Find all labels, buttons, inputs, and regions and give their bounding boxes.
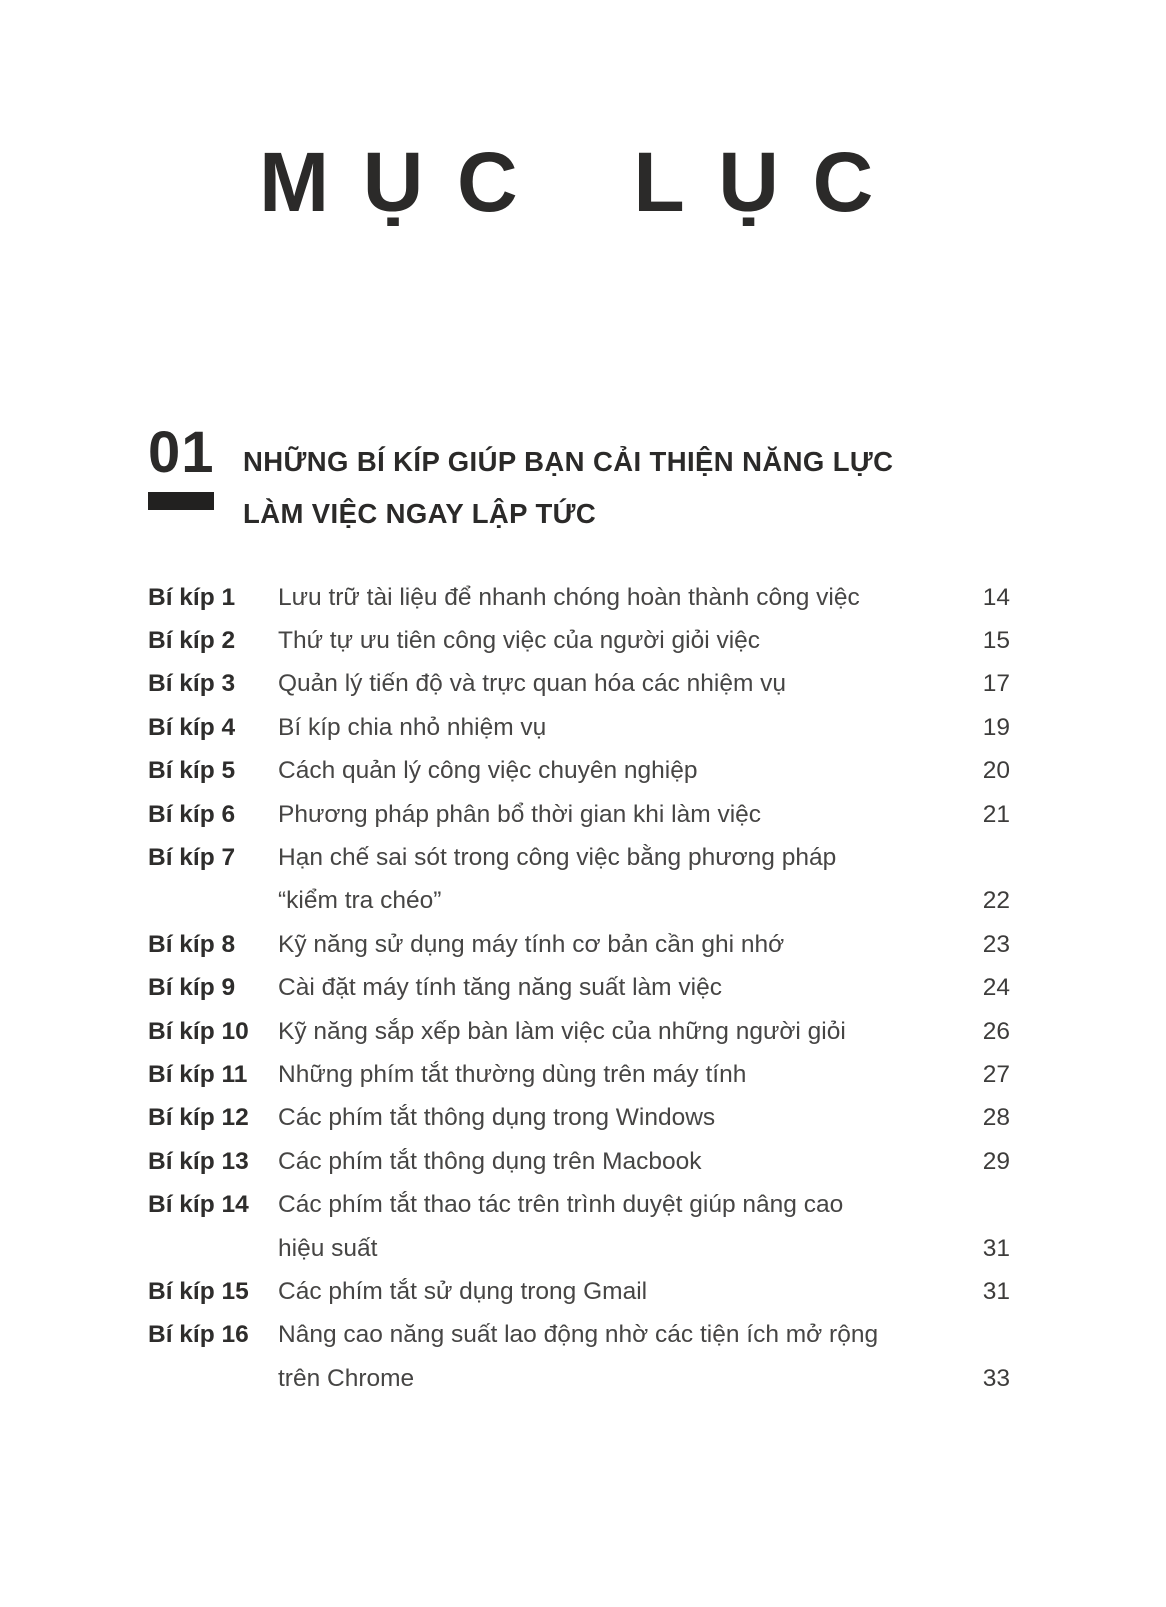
toc-entry-label: Bí kíp 12	[148, 1104, 249, 1132]
section-header	[148, 420, 1010, 540]
toc-entry-title: Các phím tắt sử dụng trong Gmail	[278, 1277, 648, 1305]
toc-entry-label: Bí kíp 4	[148, 713, 236, 741]
toc-entry-page-number: 27	[982, 1060, 1010, 1088]
section-title-line-2: LÀM VIỆC NGAY LẬP TỨC	[243, 498, 597, 529]
toc-entry-label: Bí kíp 1	[148, 583, 236, 611]
toc-entry	[148, 706, 1010, 749]
toc-entry-label: Bí kíp 11	[148, 1060, 248, 1088]
toc-entry	[148, 619, 1010, 662]
toc-entry	[148, 1183, 1010, 1226]
toc-entry	[148, 1314, 1010, 1357]
toc-entry-title: Kỹ năng sử dụng máy tính cơ bản cần ghi nhớ	[278, 930, 785, 958]
toc-entry	[148, 576, 1010, 619]
toc-entry-title: Quản lý tiến độ và trực quan hóa các nhiệm vụ	[278, 670, 787, 698]
toc-entry-label: Bí kíp 8	[148, 930, 236, 958]
toc-entry-title: Những phím tắt thường dùng trên máy tính	[278, 1060, 747, 1088]
toc-entry	[148, 1270, 1010, 1313]
toc-entry-title: hiệu suất	[278, 1234, 378, 1262]
toc-entry-page-number: 21	[982, 800, 1010, 828]
toc-entry-title: Cách quản lý công việc chuyên nghiệp	[278, 757, 698, 785]
toc-entry-label: Bí kíp 13	[148, 1147, 249, 1175]
toc-entry	[148, 750, 1010, 793]
toc-entry-title: Phương pháp phân bổ thời gian khi làm việc	[278, 800, 762, 828]
toc-entry	[148, 967, 1010, 1010]
toc-entry-page-number: 24	[982, 974, 1010, 1002]
section-number: 01	[148, 420, 215, 485]
toc-entry-label: Bí kíp 9	[148, 974, 236, 1002]
toc-entry	[148, 793, 1010, 836]
toc-entry	[148, 1357, 1010, 1400]
section-title	[243, 424, 893, 540]
toc-entry	[148, 923, 1010, 966]
toc-entry-title: trên Chrome	[278, 1364, 415, 1392]
page-title: MỤC LỤC	[259, 135, 907, 229]
toc-entry-title: Thứ tự ưu tiên công việc của người giỏi việc	[278, 627, 761, 655]
section-underline-bar	[148, 492, 214, 510]
section-number-block	[148, 420, 243, 510]
section-title-line-1: NHỮNG BÍ KÍP GIÚP BẠN CẢI THIỆN NĂNG LỰC	[243, 446, 894, 477]
toc-entry-page-number: 31	[982, 1277, 1010, 1305]
toc-entry-page-number: 14	[982, 583, 1010, 611]
toc-entry-page-number: 31	[982, 1234, 1010, 1262]
toc-entry	[148, 1140, 1010, 1183]
toc-entry-page-number: 15	[982, 627, 1010, 655]
toc-entry-title: “kiểm tra chéo”	[278, 887, 442, 915]
toc-entry-page-number: 28	[982, 1104, 1010, 1132]
toc-entry-title: Hạn chế sai sót trong công việc bằng phương pháp	[278, 844, 837, 872]
toc-entry-label: Bí kíp 15	[148, 1277, 249, 1305]
toc-entry-title: Các phím tắt thông dụng trong Windows	[278, 1104, 716, 1132]
toc-entry-label: Bí kíp 16	[148, 1321, 249, 1349]
toc-entry	[148, 1097, 1010, 1140]
toc-entry-title: Cài đặt máy tính tăng năng suất làm việc	[278, 974, 722, 1002]
toc-entry-title: Các phím tắt thao tác trên trình duyệt giúp nâng cao	[278, 1191, 844, 1219]
toc-entry-label: Bí kíp 6	[148, 800, 236, 828]
toc-entry	[148, 1053, 1010, 1096]
toc-entry-page-number: 17	[982, 670, 1010, 698]
toc-entry-title: Các phím tắt thông dụng trên Macbook	[278, 1147, 702, 1175]
toc-entry	[148, 1010, 1010, 1053]
toc-entry-title: Kỹ năng sắp xếp bàn làm việc của những người giỏi	[278, 1017, 846, 1045]
toc-entry-page-number: 22	[982, 887, 1010, 915]
toc-entry-page-number: 23	[982, 930, 1010, 958]
toc-entry-page-number: 19	[982, 713, 1010, 741]
toc-entry-title: Nâng cao năng suất lao động nhờ các tiện ích mở rộng	[278, 1321, 879, 1349]
toc-entry	[148, 836, 1010, 879]
toc-entry	[148, 1227, 1010, 1270]
toc-entry	[148, 880, 1010, 923]
toc-entry-label: Bí kíp 7	[148, 844, 236, 872]
toc-entry-label: Bí kíp 5	[148, 757, 236, 785]
toc-entry-label: Bí kíp 2	[148, 627, 236, 655]
toc-entry-page-number: 33	[982, 1364, 1010, 1392]
toc-list	[148, 576, 1010, 1400]
toc-entry-label: Bí kíp 3	[148, 670, 236, 698]
toc-entry-title: Lưu trữ tài liệu để nhanh chóng hoàn thành công việc	[278, 583, 860, 611]
toc-entry-label: Bí kíp 14	[148, 1191, 249, 1219]
toc-entry-page-number: 20	[982, 757, 1010, 785]
toc-entry-page-number: 26	[982, 1017, 1010, 1045]
toc-entry-label: Bí kíp 10	[148, 1017, 249, 1045]
toc-entry-page-number: 29	[982, 1147, 1010, 1175]
toc-entry	[148, 663, 1010, 706]
toc-entry-title: Bí kíp chia nhỏ nhiệm vụ	[278, 713, 547, 741]
